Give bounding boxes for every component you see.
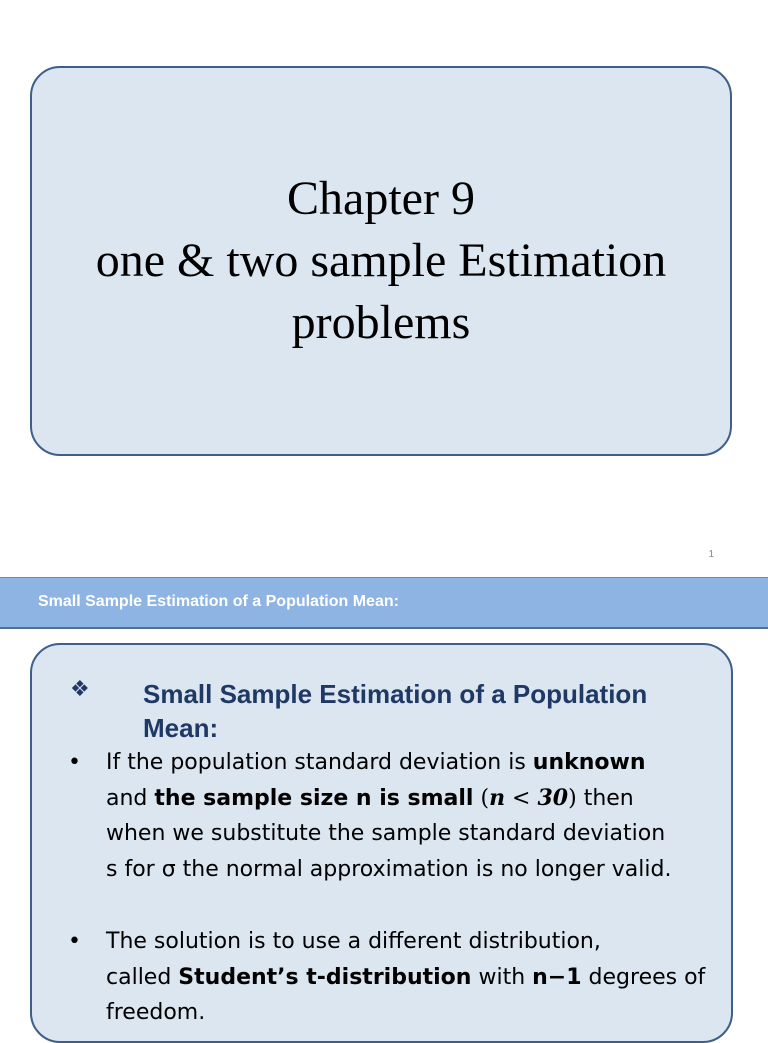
header-bar: [0, 577, 768, 629]
bullet2-line3: freedom.: [106, 1000, 206, 1025]
bullet-dot: •: [68, 929, 81, 954]
content-slide: [0, 575, 768, 1024]
chapter-subtitle-line2: problems: [291, 296, 471, 349]
content-box: [30, 643, 733, 1043]
bullet-dot: •: [68, 750, 81, 775]
bullet1-line1: If the population standard deviation is unknown: [106, 750, 646, 775]
header-title: Small Sample Estimation of a Population Mean:: [38, 593, 399, 610]
four-diamond-bullet-icon: ❖: [70, 676, 90, 701]
heading-line2: Mean:: [143, 713, 219, 743]
bullet1-line3: when we substitute the sample standard deviation: [106, 821, 666, 846]
chapter-title: Chapter 9: [287, 172, 475, 225]
chapter-subtitle-line1: one & two sample Estimation: [95, 234, 667, 287]
math-expression: (n < 30): [480, 784, 577, 811]
page-number: 1: [708, 549, 714, 560]
bullet2-line1: The solution is to use a different distribution,: [106, 929, 601, 954]
heading-line1: Small Sample Estimation of a Population: [143, 679, 648, 709]
title-box: [30, 66, 732, 456]
bullet1-line4: s for σ the normal approximation is no longer valid.: [106, 856, 672, 882]
bullet2-line2: called Student’s t-distribution with n−1 degrees of: [106, 964, 706, 990]
bullet1-line2: and the sample size n is small (n < 30) then: [106, 784, 634, 811]
